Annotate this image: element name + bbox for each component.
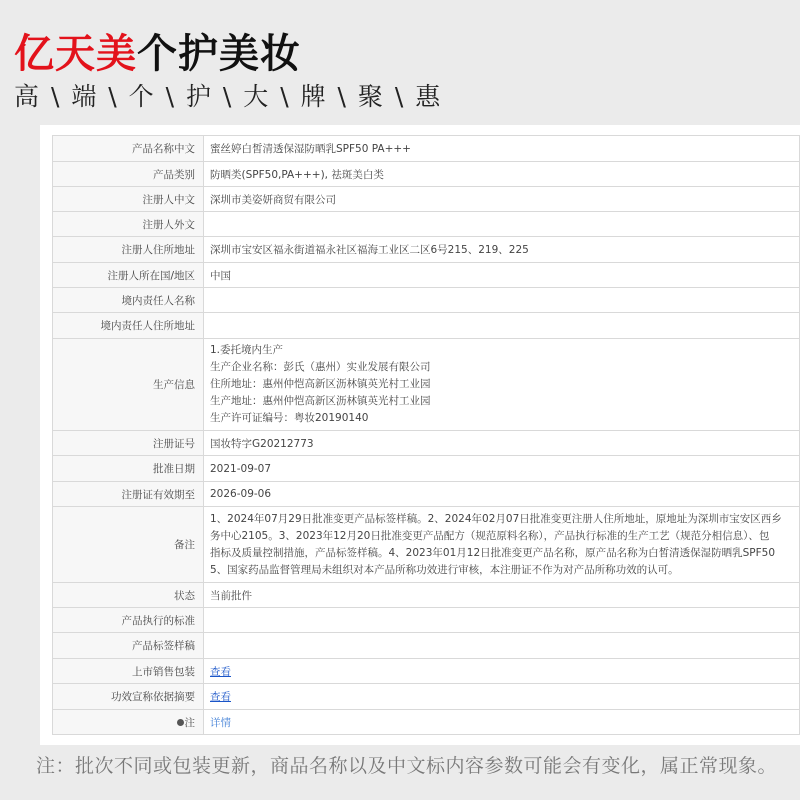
table-row	[53, 136, 800, 162]
table-row	[53, 633, 800, 659]
footnote: 注：批次不同或包装更新，商品名称以及中文标内容参数可能会有变化，属正常现象。	[36, 755, 778, 777]
production-line: 生产许可证编号：粤妆20190140	[210, 412, 369, 424]
remark-line: 指标及质量控制措施，产品标签样稿。4、2023年01月12日批准变更产品名称，原产品名称为白皙清透保湿防晒乳SPF50	[210, 546, 776, 559]
brand-name-red: 亿天美	[14, 31, 137, 77]
production-line: 生产地址：惠州仲恺高新区沥林镇英光村工业园	[210, 395, 431, 407]
valid-until: 2026-09-06	[204, 482, 800, 507]
domestic-agent-name	[204, 288, 800, 313]
table-row	[53, 263, 800, 288]
table-row	[53, 237, 800, 263]
row-label: 状态	[53, 583, 204, 608]
row-label: 境内责任人住所地址	[53, 313, 204, 339]
view-efficacy-link[interactable]: 查看	[210, 691, 231, 703]
registrant-foreign	[204, 212, 800, 237]
row-label: 产品名称中文	[53, 136, 204, 162]
production-line: 住所地址：惠州仲恺高新区沥林镇英光村工业园	[210, 378, 431, 390]
details-link[interactable]: 详情	[210, 716, 231, 729]
row-label: 注册证号	[53, 431, 204, 456]
table-row	[53, 456, 800, 482]
row-label: 功效宣称依据摘要	[53, 684, 204, 710]
row-label: 注册证有效期至	[53, 482, 204, 507]
status: 当前批件	[204, 583, 800, 608]
table-row	[53, 482, 800, 507]
row-label: 境内责任人名称	[53, 288, 204, 313]
row-label: 上市销售包装	[53, 659, 204, 684]
row-label: 注册人中文	[53, 187, 204, 212]
row-label: 注册人外文	[53, 212, 204, 237]
packaging-cell	[204, 659, 800, 684]
registrant-address: 深圳市宝安区福永街道福永社区福海工业区二区6号215、219、225	[204, 237, 800, 263]
row-label: 批准日期	[53, 456, 204, 482]
table-row	[53, 710, 800, 735]
approval-date: 2021-09-07	[204, 456, 800, 482]
row-label: 注册人所在国/地区	[53, 263, 204, 288]
registration-info-card	[40, 125, 800, 745]
table-row	[53, 162, 800, 187]
pin-icon	[177, 719, 184, 726]
registration-number: 国妆特字G20212773	[204, 431, 800, 456]
production-line: 生产企业名称：彭氏（惠州）实业发展有限公司	[210, 361, 431, 373]
table-row	[53, 339, 800, 431]
product-name-cn: 蜜丝婷白皙清透保湿防晒乳SPF50 PA+++	[204, 136, 800, 162]
row-label: 生产信息	[53, 339, 204, 431]
note-label: 注	[184, 716, 195, 729]
brand-name-black: 个护美妆	[137, 31, 301, 77]
registrant-cn: 深圳市美姿妍商贸有限公司	[204, 187, 800, 212]
table-row	[53, 507, 800, 583]
view-packaging-link[interactable]: 查看	[210, 665, 231, 678]
table-row	[53, 583, 800, 608]
brand-logo	[14, 30, 301, 78]
efficacy-cell	[204, 684, 800, 710]
table-row	[53, 313, 800, 339]
row-label: 产品执行的标准	[53, 608, 204, 633]
details-cell	[204, 710, 800, 735]
row-label-note	[53, 710, 204, 735]
remark-line: 5、国家药品监督管理局未组织对本产品所称功效进行审核，本注册证不作为对产品所称功效的认可。	[210, 563, 679, 576]
row-label: 产品标签样稿	[53, 633, 204, 659]
remark-line: 1、2024年07月29日批准变更产品标签样稿。2、2024年02月07日批准变更注册人住所地址，原地址为深圳市宝安区西乡	[210, 512, 782, 525]
remarks	[204, 507, 800, 583]
row-label: 备注	[53, 507, 204, 583]
table-row	[53, 684, 800, 710]
product-category: 防晒类(SPF50,PA+++), 祛斑美白类	[204, 162, 800, 187]
table-row	[53, 431, 800, 456]
label-sample	[204, 633, 800, 659]
product-standard	[204, 608, 800, 633]
row-label: 产品类别	[53, 162, 204, 187]
registrant-country: 中国	[204, 263, 800, 288]
table-row	[53, 288, 800, 313]
table-row	[53, 187, 800, 212]
production-line: 1.委托境内生产	[210, 344, 284, 356]
brand-slogan: 高 \ 端 \ 个 \ 护 \ 大 \ 牌 \ 聚 \ 惠	[14, 82, 443, 111]
table-row	[53, 608, 800, 633]
table-row	[53, 212, 800, 237]
registration-info-table	[52, 135, 800, 735]
domestic-agent-address	[204, 313, 800, 339]
row-label: 注册人住所地址	[53, 237, 204, 263]
table-row	[53, 659, 800, 684]
remark-line: 务中心2105。3、2023年12月20日批准变更产品配方（规范原料名称），产品执行标准的生产工艺（规范分相信息）、包	[210, 529, 770, 542]
production-info	[204, 339, 800, 431]
